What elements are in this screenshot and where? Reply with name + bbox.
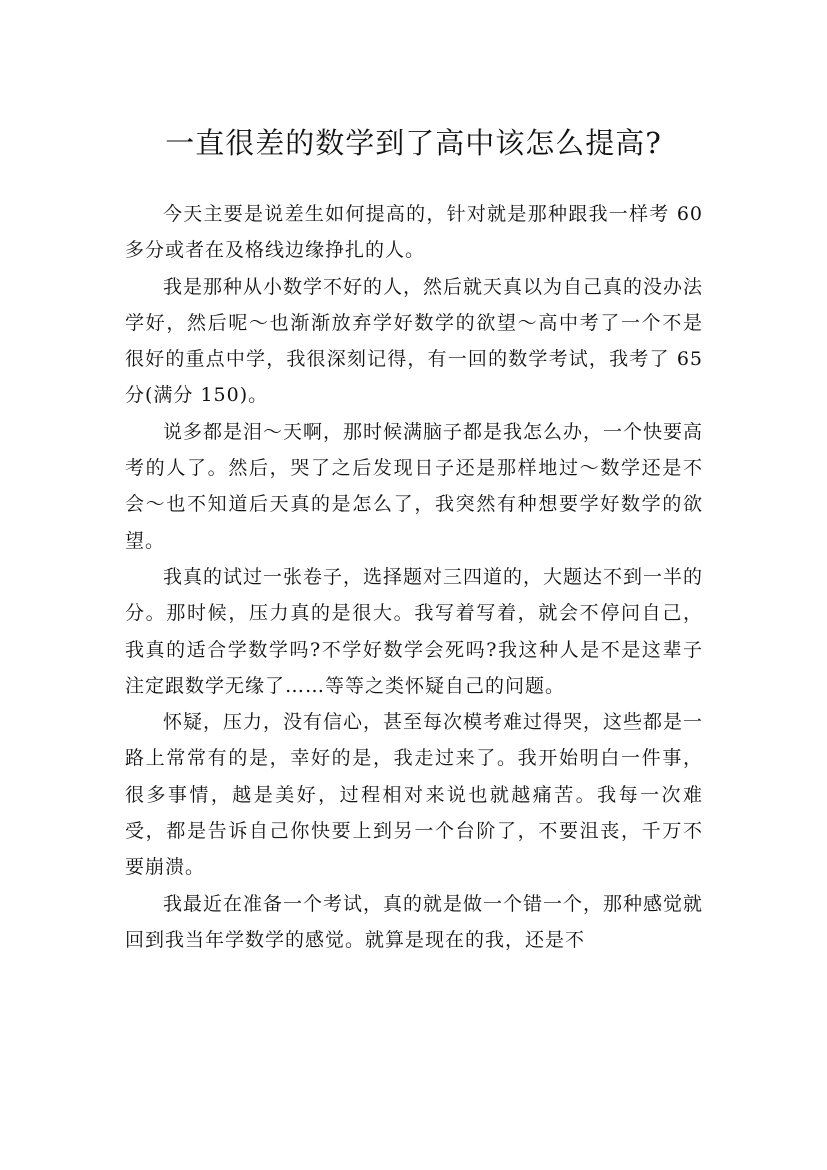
paragraph-6: 我最近在准备一个考试，真的就是做一个错一个，那种感觉就回到我当年学数学的感觉。就算是现在的我，还是不: [125, 892, 704, 951]
paragraph-4: 我真的试过一张卷子，选择题对三四道的，大题达不到一半的分。那时候，压力真的是很大。我写着写着，就会不停问自己，我真的适合学数学吗?不学好数学会死吗?我这种人是不是这辈子注定跟数学无缘了……等等之类怀疑自己的问题。: [125, 565, 704, 697]
paragraph-3: 说多都是泪～天啊，那时候满脑子都是我怎么办，一个快要高考的人了。然后，哭了之后发现日子还是那样地过～数学还是不会～也不知道后天真的是怎么了，我突然有种想要学好数学的欲望。: [125, 420, 704, 552]
article-body: [125, 196, 703, 958]
page-title: 一直很差的数学到了高中该怎么提高?: [165, 126, 662, 161]
paragraph-1: 今天主要是说差生如何提高的，针对就是那种跟我一样考 60 多分或者在及格线边缘挣扎的人。: [125, 203, 703, 262]
paragraph-2: 我是那种从小数学不好的人，然后就天真以为自己真的没办法学好，然后呢～也渐渐放弃学好数学的欲望～高中考了一个不是很好的重点中学，我很深刻记得，有一回的数学考试，我考了 65 分(满分 150)。: [125, 275, 704, 407]
paragraph-5: 怀疑，压力，没有信心，甚至每次模考难过得哭，这些都是一路上常常有的是，幸好的是，我走过来了。我开始明白一件事，很多事情，越是美好，过程相对来说也就越痛苦。我每一次难受，都是告诉自己你快要上到另一个台阶了，不要沮丧，千万不要崩溃。: [125, 711, 704, 879]
